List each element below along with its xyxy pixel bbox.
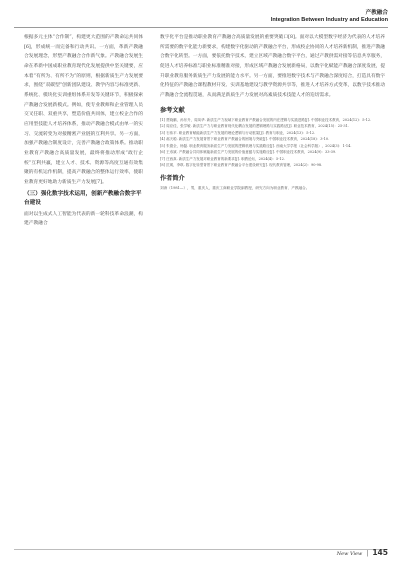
body-paragraph: 面对以生成式人工智能为代表的新一轮科技革命浪潮，构建产教融合: [24, 211, 143, 227]
body-paragraph: 根据多元主体“合作制”，构建更大范围的产教命运共同体[6]，形成统一而完备和行动共识。一方面，革新产教融合发展理念，形塑产教融合合作新气象。产教融合发展生命在革新中国成职业教育现代化发展提供中坚关键要，应本着“有所为、有所不为”的原则，根据新质生产力发展要求，围绕“双碳型”创新团队建设、教学内容与标准更新、系统化、模块化实训重组体系开发等关键环节，积极探索产教融合发展新模式。例如，使专业教师和企业管理人员交叉任职、双重共享，塑造价值共同体，建立校企合作的应用型技能人才培养体系，推动产教融合模式由单一的实习、交流转变为对接精密产业链的互利共享。另一方面，加强产教融合制度设计，完善产教融合政策体系。推动职业教育产教融合高质量发展，最终将推动形成“政行企校”互利共赢，建立人才、技术、资源等高度互通有效集聚的有机运作机制，提高产教融合的整体运行效率，使职业教育更好地助力新质生产力发展[7]。: [24, 35, 143, 185]
author-bio: 刘涛（1981—），男，重庆人，重庆工商职业学院副教授，研究方向为职业教育、产教融合。: [160, 185, 310, 190]
footer-separator: |: [366, 550, 369, 557]
right-column: [160, 33, 385, 538]
column-title-en: Integration Between Industry and Education: [270, 17, 388, 23]
page-footer: [337, 548, 388, 557]
column-title-cn: 产教融合: [365, 10, 388, 16]
reference-item: [2] 周应佳，张学敏. 新质生产力与职业教育现代化耦合发展的逻辑理路与实践路径[J]. 职业技术教育，2024(15)：25-31.: [160, 124, 349, 129]
reference-item: [1] 贾晓鹏，孙东升，周凤华. 新质生产力视域下职业教育产教融合发展的内在逻辑与实践进路[J]. 中国职业技术教育，2024(12)：5-12.: [160, 117, 372, 122]
body-paragraph: 数字化平台是推动职业教育产教融合高质量发展的重要突破口[8]。面对以大模型数字经济为代表的人才培养所需要的数字化能力新要求，构建数字化驱动的产教融合平台，形成校企协同的人才培养新机制，推进产教融合数字化转型。一方面，要依托数字技术，建立区域产教融合数字平台，通过产教供需对接等信息共享服务，促进人才培养标准与职业标准精准对接，形成区域产教融合发展新格局，以数字化赋能产教融合深度发展，提升职业教育服务新质生产力发展的能力水平。另一方面，要推进数字技术与产教融合深度结合，打造具有数字化特征的产教融合课程教材开发、实训基地建设与教学资源共享等，推进人才培养方式变革，以数字技术推动产教融合全流程贯通，从而满足新质生产力发展对高素质技术技能人才的迫切需求。: [160, 35, 385, 98]
reference-item: [8] 匡瑛，李琪. 数字化转型背景下职业教育产教融合平台建设研究[J]. 现代教育管理，2024(2)：90-98.: [160, 163, 323, 168]
references-title: 参考文献: [160, 106, 185, 114]
reference-item: [5] 朱德全，杨磊. 职业教育服务新质生产力发展的逻辑机理与实践路径[J]. 西南大学学报（社会科学版），2024(3)：1-14.: [160, 143, 352, 148]
page-number: 145: [372, 548, 388, 557]
reference-item: [3] 石伟平. 职业教育赋能新质生产力发展的理论逻辑与行动框架[J]. 教育与职业，2024(13)：5-12.: [160, 130, 316, 135]
left-column: [24, 33, 143, 511]
author-bio-title: 作者简介: [160, 174, 185, 182]
header-rule: [14, 27, 388, 28]
footer-rule: [14, 549, 388, 550]
page-header: [271, 10, 388, 24]
reference-item: [6] 王寿斌. 产教融合共同体赋能新质生产力发展的价值意蕴与实施路径[J]. 中国职业技术教育，2024(9)：33-39.: [160, 150, 337, 155]
journal-name: New View: [336, 551, 363, 557]
reference-item: [4] 郝天聪. 新质生产力发展背景下职业教育产教融合的困境与突破[J]. 中国职业技术教育，2024(18)：3-10.: [160, 137, 330, 142]
reference-item: [7] 庄西真. 新质生产力发展对职业教育的新要求[J]. 职教论坛，2024(4)：5-12.: [160, 156, 285, 161]
section-subheading: （三）强化数字技术运用，创新产教融合数字平台建设: [24, 190, 142, 207]
